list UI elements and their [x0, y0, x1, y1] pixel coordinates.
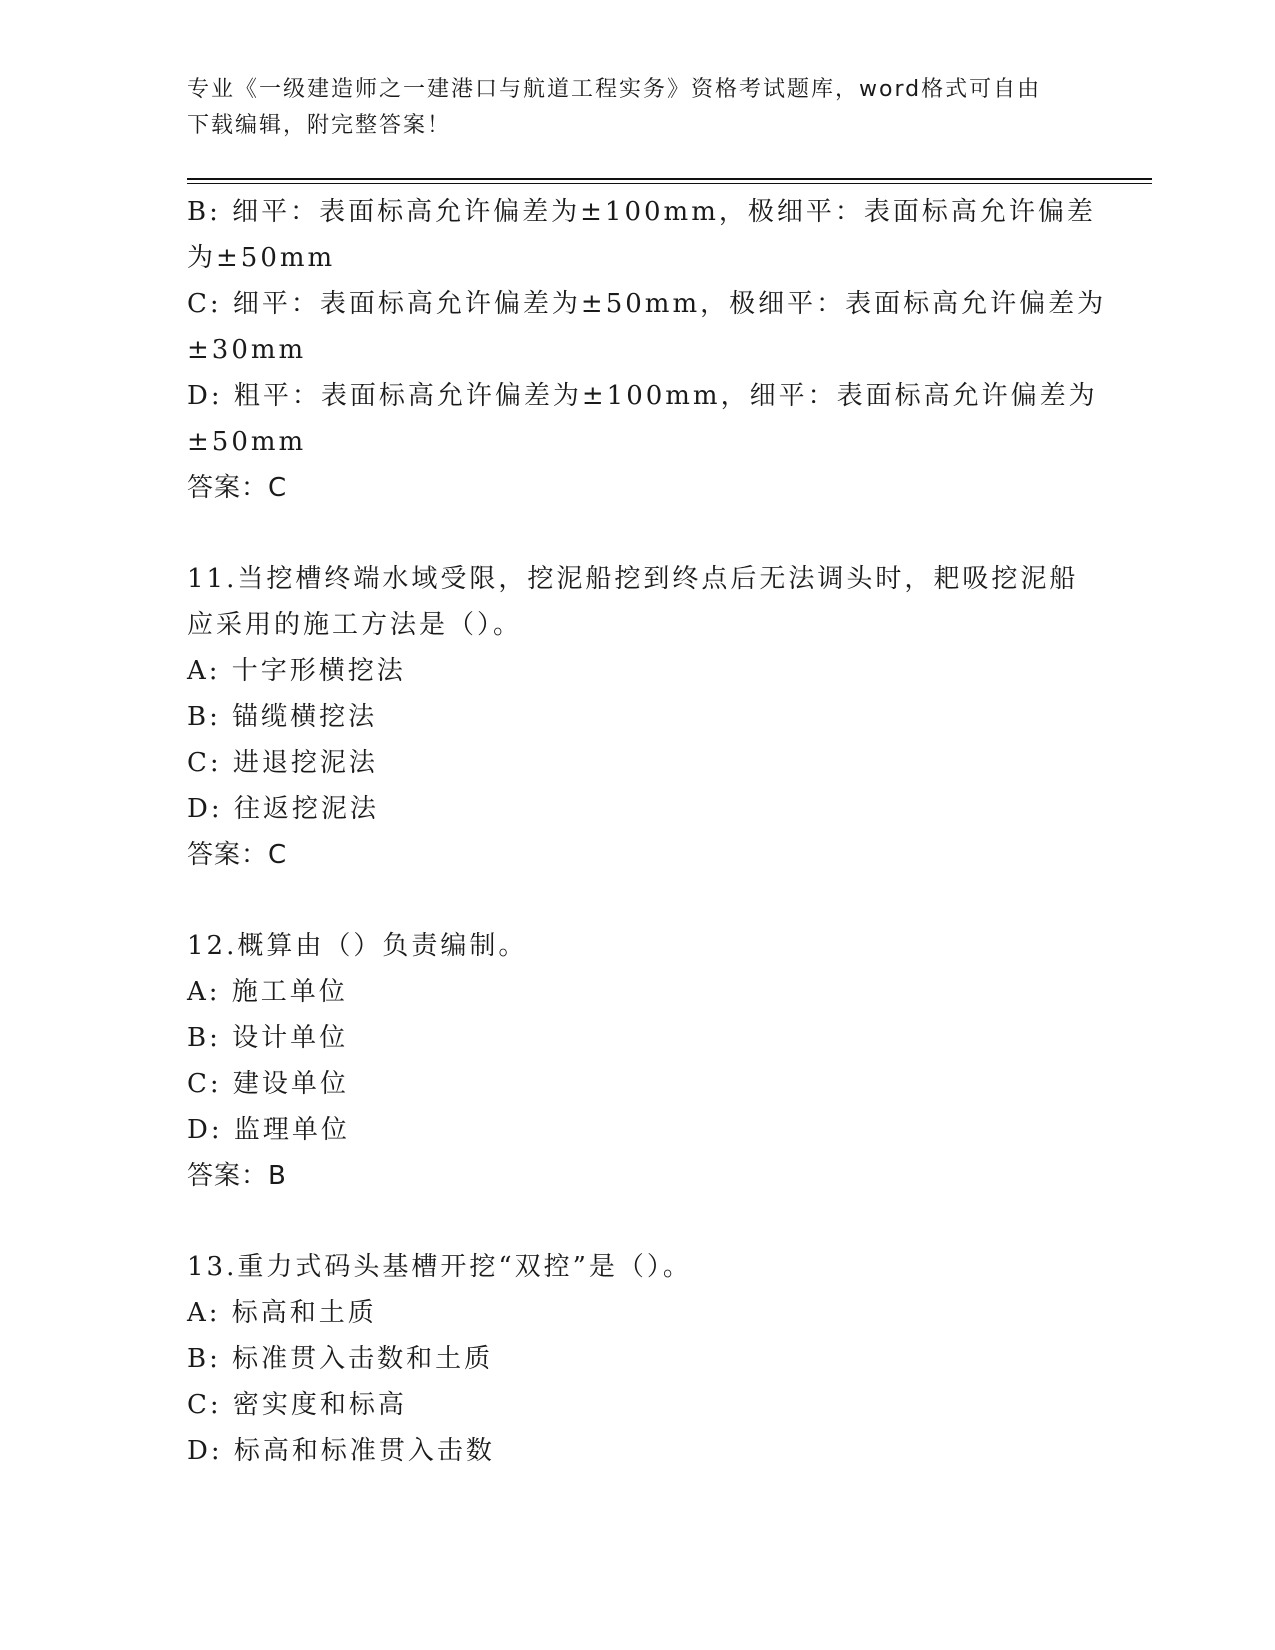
- question-list: [187, 189, 1107, 1474]
- option-b: B: 设计单位: [187, 1023, 349, 1053]
- option-a: A: 施工单位: [187, 977, 348, 1007]
- spacer: [187, 1199, 1087, 1244]
- option-d: D: 标高和标准贯入击数: [187, 1436, 495, 1466]
- question-stem: 12.概算由（）负责编制。: [187, 931, 528, 961]
- option-a: A: 十字形横挖法: [187, 656, 406, 686]
- option-c: C: 密实度和标高: [187, 1390, 407, 1420]
- option-d-line-2: ±50mm: [187, 427, 307, 457]
- document-header: [187, 72, 1087, 144]
- header-divider-thin: [187, 183, 1152, 184]
- option-b: B: 锚缆横挖法: [187, 702, 378, 732]
- question-stem: 13.重力式码头基槽开挖“双控”是（）。: [187, 1252, 692, 1282]
- header-divider-thick: [187, 178, 1152, 180]
- question-11: [187, 556, 1087, 878]
- question-12: [187, 923, 1087, 1199]
- answer: 答案：C: [187, 473, 288, 503]
- option-c: C: 进退挖泥法: [187, 748, 378, 778]
- option-d: D: 往返挖泥法: [187, 794, 379, 824]
- option-d-line-1: D: 粗平：表面标高允许偏差为±100mm，细平：表面标高允许偏差为: [187, 381, 1098, 411]
- question-stem-line-1: 11.当挖槽终端水域受限，挖泥船挖到终点后无法调头时，耙吸挖泥船: [187, 564, 1079, 594]
- question-13: [187, 1244, 1087, 1474]
- question-10: [187, 189, 1107, 511]
- spacer: [187, 878, 1087, 923]
- question-stem-line-2: 应采用的施工方法是（）。: [187, 610, 523, 640]
- option-b-line-2: 为±50mm: [187, 243, 336, 273]
- option-a: A: 标高和土质: [187, 1298, 377, 1328]
- spacer: [187, 511, 1087, 556]
- option-c: C: 建设单位: [187, 1069, 349, 1099]
- answer: 答案：C: [187, 840, 288, 870]
- option-c-line-2: ±30mm: [187, 335, 307, 365]
- option-c-line-1: C: 细平：表面标高允许偏差为±50mm，极细平：表面标高允许偏差为: [187, 289, 1107, 319]
- header-line-2: 下载编辑，附完整答案！: [187, 113, 452, 138]
- option-d: D: 监理单位: [187, 1115, 350, 1145]
- option-b: B: 标准贯入击数和土质: [187, 1344, 494, 1374]
- option-b-line-1: B: 细平：表面标高允许偏差为±100mm，极细平：表面标高允许偏差: [187, 197, 1096, 227]
- answer: 答案：B: [187, 1161, 287, 1191]
- header-line-1: 专业《一级建造师之一建港口与航道工程实务》资格考试题库，word格式可自由: [187, 77, 1042, 102]
